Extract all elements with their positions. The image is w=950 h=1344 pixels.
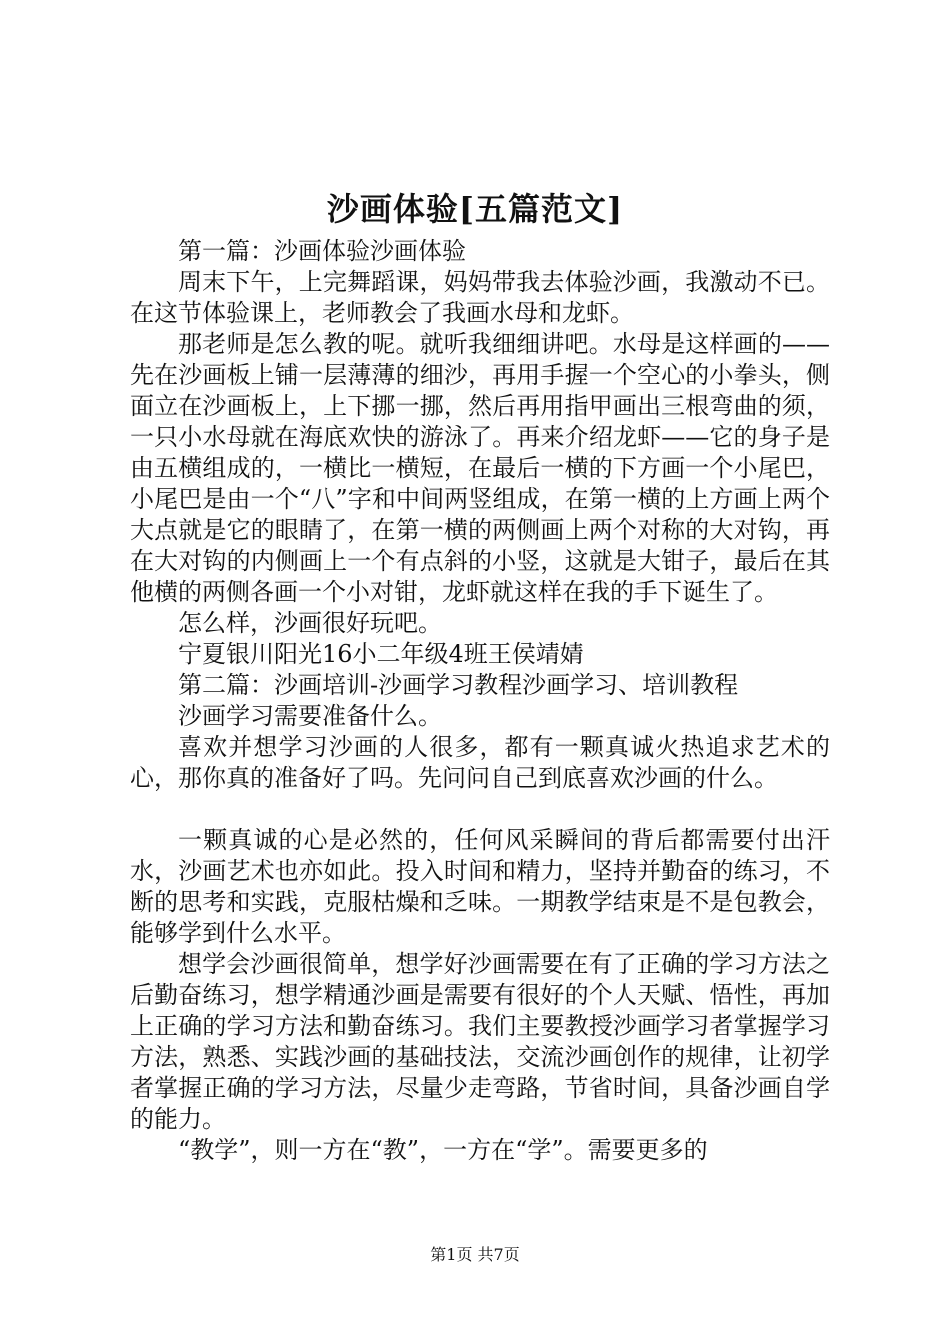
- paragraph: 一颗真诚的心是必然的，任何风采瞬间的背后都需要付出汗水，沙画艺术也亦如此。投入时间和精力，坚持并勤奋的练习，不断的思考和实践，克服枯燥和乏味。一期教学结束是不是包教会，能够学到什么水平。: [130, 826, 830, 947]
- page-footer: 第1页 共7页: [430, 1245, 520, 1264]
- paragraph: 周末下午，上完舞蹈课，妈妈带我去体验沙画，我激动不已。在这节体验课上，老师教会了我画水母和龙虾。: [130, 268, 830, 327]
- paragraph: 沙画学习需要准备什么。: [178, 702, 442, 730]
- paragraph: 想学会沙画很简单，想学好沙画需要在有了正确的学习方法之后勤奋练习，想学精通沙画是需要有很好的个人天赋、悟性，再加上正确的学习方法和勤奋练习。我们主要教授沙画学习者掌握学习方法，熟悉、实践沙画的基础技法，交流沙画创作的规律，让初学者掌握正确的学习方法，尽量少走弯路，节省时间，具备沙画自学的能力。: [130, 950, 830, 1133]
- author-line: 宁夏银川阳光16小二年级4班王侯靖婧: [178, 640, 584, 668]
- paragraph: 喜欢并想学习沙画的人很多，都有一颗真诚火热追求艺术的心，那你真的准备好了吗。先问问自己到底喜欢沙画的什么。: [130, 733, 830, 792]
- document-title: 沙画体验[五篇范文]: [326, 190, 624, 228]
- paragraph: 那老师是怎么教的呢。就听我细细讲吧。水母是这样画的——先在沙画板上铺一层薄薄的细沙，再用手握一个空心的小拳头，侧面立在沙画板上，上下挪一挪，然后再用指甲画出三根弯曲的须，一只小水母就在海底欢快的游泳了。再来介绍龙虾——它的身子是由五横组成的，一横比一横短，在最后一横的下方画一个小尾巴，小尾巴是由一个“八”字和中间两竖组成，在第一横的上方画上两个大点就是它的眼睛了，在第一横的两侧画上两个对称的大对钩，再在大对钩的内侧画上一个有点斜的小竖，这就是大钳子，最后在其他横的两侧各画一个小对钳，龙虾就这样在我的手下诞生了。: [130, 330, 830, 606]
- paragraph: “教学”，则一方在“教”，一方在“学”。需要更多的: [178, 1136, 708, 1164]
- section-heading-2: 第二篇：沙画培训-沙画学习教程沙画学习、培训教程: [178, 671, 739, 699]
- document-body: [130, 236, 830, 1166]
- section-heading-1: 第一篇：沙画体验沙画体验: [178, 237, 466, 265]
- paragraph: 怎么样，沙画很好玩吧。: [178, 609, 442, 637]
